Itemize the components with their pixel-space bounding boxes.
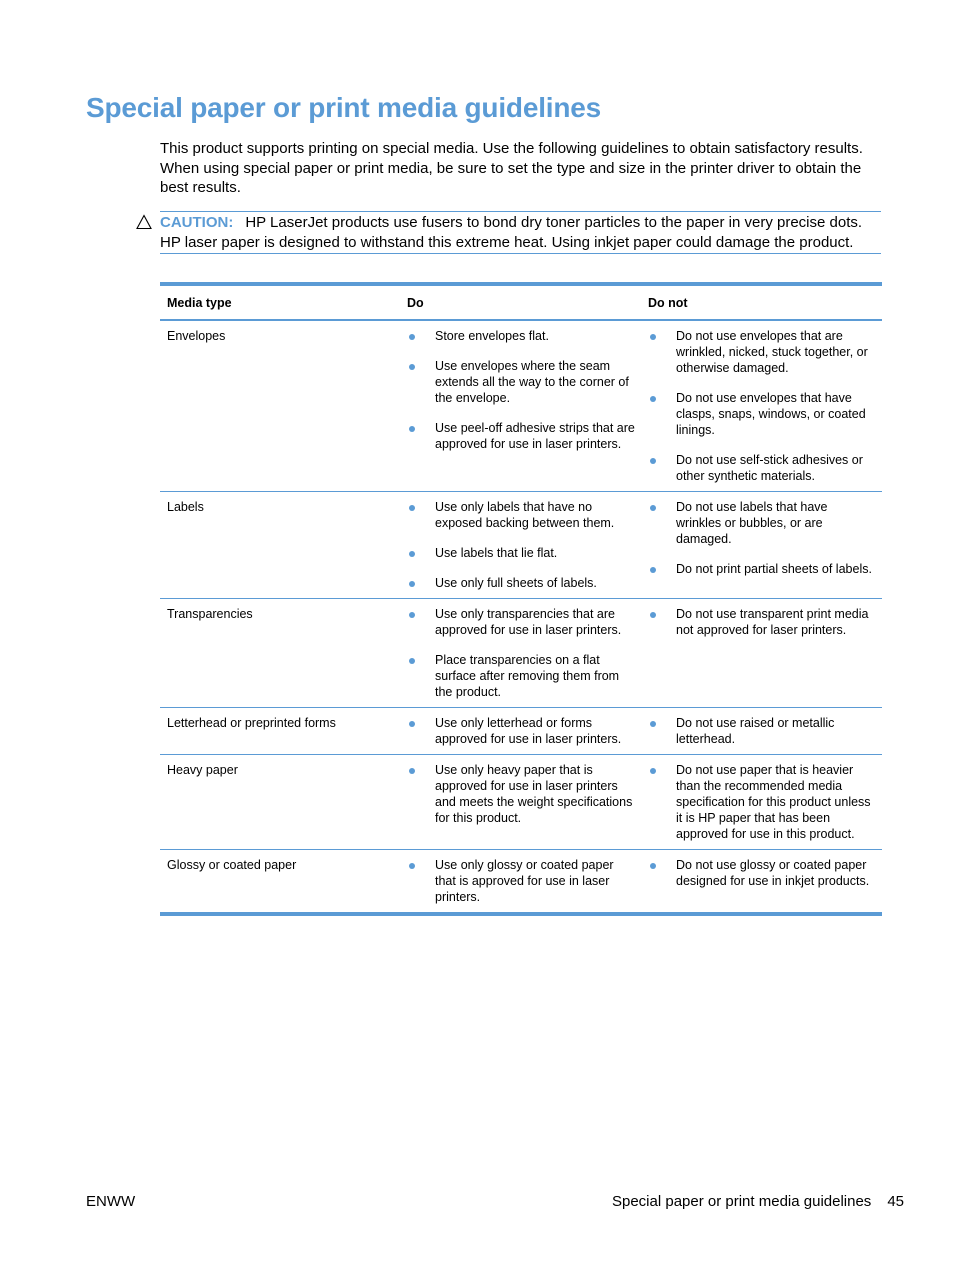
page-number: 45 <box>887 1193 904 1210</box>
do-not-cell <box>641 492 882 599</box>
bullet-icon <box>409 426 415 432</box>
list-item <box>407 328 635 344</box>
bullet-icon <box>650 334 656 340</box>
list-item <box>648 561 876 577</box>
do-cell <box>400 599 641 708</box>
list-item <box>648 606 876 638</box>
do-list <box>407 715 635 747</box>
list-item <box>648 762 876 842</box>
list-item-text: Place transparencies on a flat surface after removing them from the product. <box>435 653 620 699</box>
list-item <box>407 857 635 905</box>
list-item-text: Use envelopes where the seam extends all the way to the corner of the envelope. <box>435 359 629 405</box>
bullet-icon <box>409 768 415 774</box>
footer-right <box>612 1193 904 1210</box>
list-item-text: Do not print partial sheets of labels. <box>676 562 872 576</box>
warning-triangle-icon <box>136 214 152 230</box>
caution-text: HP LaserJet products use fusers to bond dry toner particles to the paper in very precise dots. HP laser paper is designed to withstand this extreme heat. Using inkjet paper could damage the product. <box>160 214 863 251</box>
bullet-icon <box>409 863 415 869</box>
list-item <box>648 499 876 547</box>
bullet-icon <box>409 334 415 340</box>
caution-note <box>160 211 881 254</box>
header-do: Do <box>400 284 641 320</box>
bullet-icon <box>650 721 656 727</box>
media-type-cell: Envelopes <box>160 320 400 492</box>
table-row <box>160 708 882 755</box>
media-type-cell: Labels <box>160 492 400 599</box>
list-item-text: Do not use envelopes that have clasps, snaps, windows, or coated linings. <box>676 391 866 437</box>
list-item <box>648 715 876 747</box>
do-list <box>407 606 635 700</box>
list-item <box>407 715 635 747</box>
bullet-icon <box>650 458 656 464</box>
list-item-text: Do not use paper that is heavier than the recommended media specification for this product unless it is HP paper that has been approved for use in this product. <box>676 763 871 841</box>
list-item <box>407 420 635 452</box>
bullet-icon <box>409 551 415 557</box>
list-item-text: Use only glossy or coated paper that is approved for use in laser printers. <box>435 858 614 904</box>
bullet-icon <box>650 768 656 774</box>
table-body <box>160 320 882 914</box>
media-type-cell: Glossy or coated paper <box>167 858 297 872</box>
list-item-text: Use peel-off adhesive strips that are approved for use in laser printers. <box>435 421 635 451</box>
bullet-icon <box>650 396 656 402</box>
footer-section: Special paper or print media guidelines <box>611 1193 872 1210</box>
do-not-cell <box>641 755 882 850</box>
do-not-cell <box>641 320 882 492</box>
list-item <box>648 857 876 889</box>
list-item-text: Use only letterhead or forms approved for use in laser printers. <box>435 716 622 746</box>
table-row <box>160 755 882 850</box>
list-item-text: Use only labels that have no exposed backing between them. <box>435 500 615 530</box>
list-item-text: Store envelopes flat. <box>435 329 549 343</box>
media-type-cell: Heavy paper <box>160 755 400 850</box>
do-list <box>407 857 635 905</box>
list-item <box>407 762 635 826</box>
do-not-cell <box>641 708 882 755</box>
do-not-list <box>648 857 876 889</box>
do-not-list <box>648 499 876 577</box>
list-item <box>407 606 635 638</box>
list-item <box>648 452 876 484</box>
list-item-text: Use only full sheets of labels. <box>435 576 597 590</box>
list-item <box>407 358 635 406</box>
do-not-cell <box>641 599 882 708</box>
do-not-list <box>648 715 876 747</box>
table-row <box>160 850 882 915</box>
intro-paragraph: This product supports printing on special media. Use the following guidelines to obtain satisfactory results. When using special paper or print media, be sure to set the type and size in the printer driver to obtain the best results. <box>160 140 863 196</box>
do-cell <box>400 708 641 755</box>
list-item <box>407 499 635 531</box>
do-not-list <box>648 762 876 842</box>
list-item-text: Do not use envelopes that are wrinkled, nicked, stuck together, or otherwise damaged. <box>676 329 868 375</box>
do-not-list <box>648 328 876 484</box>
table-row <box>160 320 882 492</box>
bullet-icon <box>650 612 656 618</box>
table-row <box>160 492 882 599</box>
bullet-icon <box>650 567 656 573</box>
table-row <box>160 599 882 708</box>
table-header-row <box>160 284 882 320</box>
header-media-type: Media type <box>160 284 400 320</box>
media-guidelines-table <box>160 282 882 916</box>
list-item <box>407 545 635 561</box>
media-type-cell: Transparencies <box>160 599 400 708</box>
do-not-cell <box>641 850 882 915</box>
list-item-text: Use only transparencies that are approved for use in laser printers. <box>435 607 622 637</box>
bullet-icon <box>409 658 415 664</box>
do-list <box>407 762 635 826</box>
list-item-text: Do not use raised or metallic letterhead. <box>676 716 835 746</box>
do-not-list <box>648 606 876 638</box>
list-item-text: Do not use self-stick adhesives or other synthetic materials. <box>676 453 863 483</box>
list-item <box>648 390 876 438</box>
do-cell <box>400 755 641 850</box>
list-item-text: Do not use labels that have wrinkles or bubbles, or are damaged. <box>676 500 828 546</box>
caution-label: CAUTION: <box>160 214 234 231</box>
header-do-not: Do not <box>641 284 882 320</box>
bullet-icon <box>409 612 415 618</box>
list-item-text: Use labels that lie flat. <box>435 546 558 560</box>
do-list <box>407 499 635 591</box>
list-item-text: Do not use transparent print media not approved for laser printers. <box>676 607 869 637</box>
list-item-text: Do not use glossy or coated paper designed for use in inkjet products. <box>676 858 870 888</box>
bullet-icon <box>409 505 415 511</box>
bullet-icon <box>409 364 415 370</box>
do-cell <box>400 320 641 492</box>
bullet-icon <box>650 505 656 511</box>
media-type-cell: Letterhead or preprinted forms <box>160 708 400 755</box>
bullet-icon <box>409 721 415 727</box>
do-cell <box>400 492 641 599</box>
list-item <box>648 328 876 376</box>
do-cell <box>400 850 641 915</box>
list-item-text: Use only heavy paper that is approved for use in laser printers and meets the weight specifications for this product. <box>435 763 633 825</box>
bullet-icon <box>409 581 415 587</box>
bullet-icon <box>650 863 656 869</box>
list-item <box>407 652 635 700</box>
page-title: Special paper or print media guidelines <box>86 92 601 123</box>
do-list <box>407 328 635 452</box>
footer-left: ENWW <box>86 1193 136 1210</box>
list-item <box>407 575 635 591</box>
